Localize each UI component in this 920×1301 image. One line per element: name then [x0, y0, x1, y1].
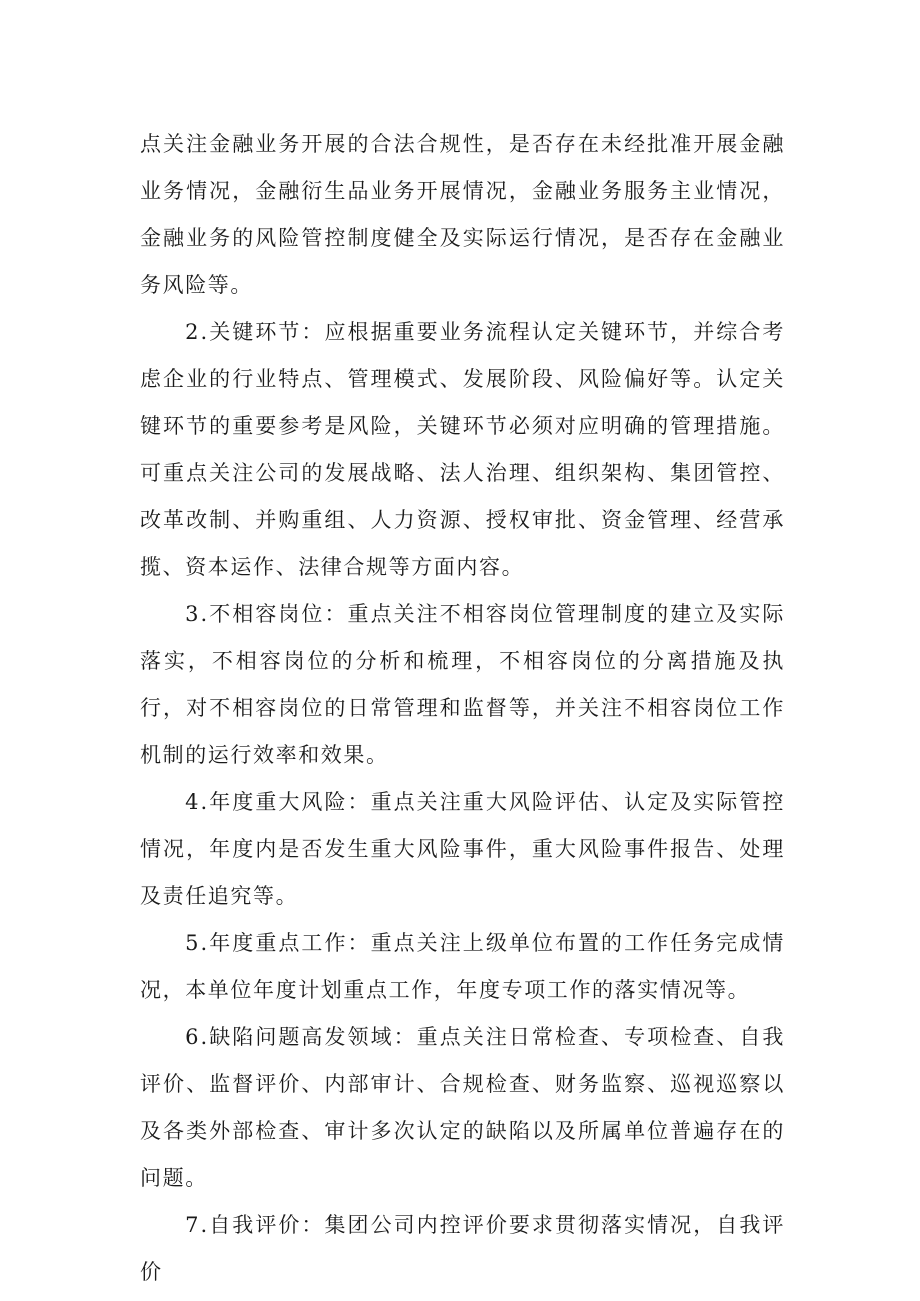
paragraph-number: 7 [185, 1213, 199, 1237]
paragraph-number: 2 [185, 320, 199, 344]
paragraph-text: .自我评价：集团公司内控评价要求贯彻落实情况，自我评价 [140, 1213, 785, 1284]
paragraph-continuation [140, 121, 785, 309]
paragraph-text: .年度重点工作：重点关注上级单位布置的工作任务完成情况，本单位年度计划重点工作，年度专项工作的落实情况等。 [140, 931, 785, 1002]
paragraph-6 [140, 1014, 785, 1202]
paragraph-text: .关键环节：应根据重要业务流程认定关键环节，并综合考虑企业的行业特点、管理模式、发展阶段、风险偏好等。认定关键环节的重要参考是风险，关键环节必须对应明确的管理措施。可重点关注公司的发展战略、法人治理、组织架构、集团管控、改革改制、并购重组、人力资源、授权审批、资金管理、经营承揽、资本运作、法律合规等方面内容。 [140, 320, 785, 579]
paragraph-number: 4 [185, 790, 199, 814]
paragraph-7 [140, 1202, 785, 1296]
paragraph-5 [140, 920, 785, 1014]
paragraph-3 [140, 591, 785, 779]
paragraph-text: .不相容岗位：重点关注不相容岗位管理制度的建立及实际落实，不相容岗位的分析和梳理，不相容岗位的分离措施及执行，对不相容岗位的日常管理和监督等，并关注不相容岗位工作机制的运行效率和效果。 [140, 602, 785, 767]
document-body [140, 121, 785, 1296]
paragraph-number: 5 [185, 931, 199, 955]
paragraph-text: .缺陷问题高发领域：重点关注日常检查、专项检查、自我评价、监督评价、内部审计、合规检查、财务监察、巡视巡察以及各类外部检查、审计多次认定的缺陷以及所属单位普遍存在的问题。 [140, 1025, 785, 1190]
paragraph-text: .年度重大风险：重点关注重大风险评估、认定及实际管控情况，年度内是否发生重大风险事件，重大风险事件报告、处理及责任追究等。 [140, 790, 785, 908]
paragraph-text: 点关注金融业务开展的合法合规性，是否存在未经批准开展金融业务情况，金融衍生品业务开展情况，金融业务服务主业情况，金融业务的风险管控制度健全及实际运行情况，是否存在金融业务风险等。 [140, 132, 785, 297]
paragraph-number: 6 [185, 1025, 199, 1049]
paragraph-4 [140, 779, 785, 920]
paragraph-number: 3 [185, 602, 199, 626]
paragraph-2 [140, 309, 785, 591]
